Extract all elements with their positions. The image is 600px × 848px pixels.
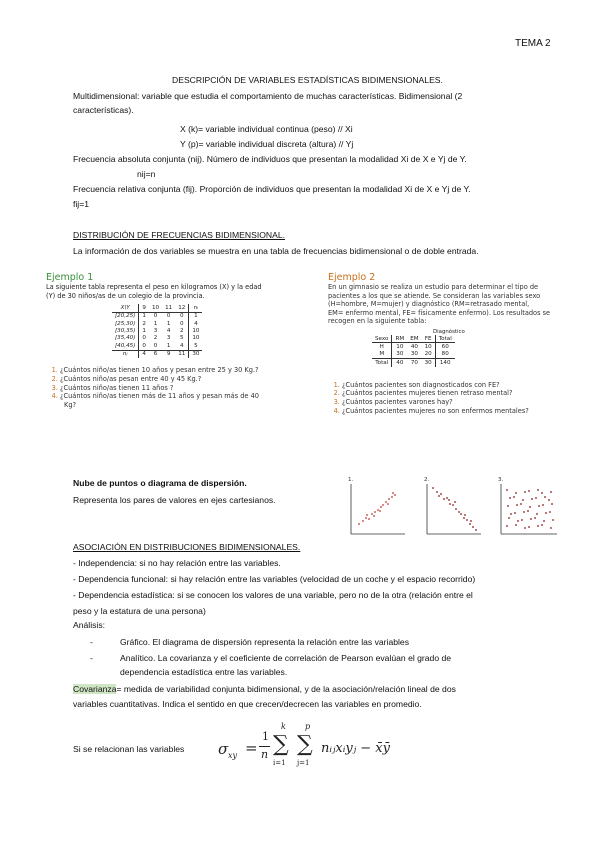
example-2-description-line: En un gimnasio se realiza un estudio para determinar el tipo de [328,283,539,291]
scatter-point [534,517,536,519]
example-2-title: Ejemplo 2 [328,272,376,283]
list-item: 2. ¿Cuántos pacientes mujeres tienen retraso mental? [342,389,590,398]
scatter-point [438,495,440,497]
scatter-point [528,490,530,492]
list-item: 4. ¿Cuántos pacientes mujeres no son enfermos mentales? [342,407,590,416]
example-1-table [112,304,202,358]
table-cell: EM [407,335,421,343]
table-cell: Total [372,359,392,367]
scatter-point [522,499,524,501]
scatter-point [530,518,532,520]
table-cell: 11 [162,304,175,312]
scatter-plot-1 [348,477,405,534]
scatter-point [508,517,510,519]
table-cell: 10 [189,335,203,342]
table-cell: 10 [149,304,162,312]
table-cell: 3 [166,335,171,342]
scatter-point [475,529,477,531]
table-cell: 0 [153,313,158,320]
scatter-point [538,505,540,507]
table-header-row [372,335,455,343]
analysis-label: Análisis: [73,620,105,630]
scatter-point [362,520,364,522]
table-cell: Total [435,335,455,343]
dash-marker: - [90,637,93,647]
table-cell: M [372,351,392,359]
scatter-point [541,492,543,494]
scatter-point [524,491,526,493]
table-cell: 30 [422,359,436,367]
table-cell: 5 [179,335,184,342]
scatter-point [454,501,456,503]
table-cell: 0 [153,342,158,349]
scatter-point [380,506,382,508]
example-1-questions [46,366,316,401]
scatter-point [537,525,539,527]
table-cell: 10 [189,327,203,334]
example-2-description-line: (H=hombre, M=mujer) y diagnóstico (RM=retrasado mental, [328,300,530,309]
table-cell: Sexo [372,335,392,343]
table-cell: 1 [166,342,171,349]
table-cell: 3 [153,328,158,335]
table-cell: 1 [153,320,158,327]
example-2-figure [328,272,590,458]
scatter-point [448,499,450,501]
covariance-definition-cont: variables cuantitativas. Indica el sentido en que crecen/decrecen las variables en promedio. [73,699,422,709]
multidimensional-line: Multidimensional: variable que estudia el comportamiento de muchas características. Bidimensional (2 [73,91,463,101]
table-cell: [30,35) [112,327,139,334]
covariance-definition-text: = medida de variabilidad conjunta bidimensional, y de la asociación/relación lineal de dos [116,684,456,694]
table-cell: H [372,343,392,351]
scatter-point [470,520,472,522]
example-2-description-line: EM= enfermo mental, FE= físicamente enfermo). Los resultados se [328,308,551,317]
example-1-description: La siguiente tabla representa el peso en kilogramos (X) y la edad [46,283,262,291]
scatter-point [535,497,537,499]
example-2-table [372,335,455,367]
summation-j: ∑ [297,732,313,757]
question-continuation: Kg? [64,401,77,410]
analysis-item-analytic-cont: dependencia estadística entre las variables. [120,667,288,677]
scatter-point [458,511,460,513]
table-cell: 1 [166,320,171,327]
section-title-association: ASOCIACIÓN EN DISTRIBUCIONES BIDIMENSIONALES. [73,542,301,552]
formula-intro: Si se relacionan las variables [73,744,185,754]
scatter-point [463,517,465,519]
scatter-point [524,527,526,529]
section-title-description: DESCRIPCIÓN DE VARIABLES ESTADÍSTICAS BIDIMENSIONALES. [172,75,443,85]
dash-marker: - [90,653,93,663]
table-cell: 1 [142,313,146,320]
scatter-point [379,510,381,512]
diagnosis-label: Diagnóstico [433,328,465,335]
list-item: 1. ¿Cuántos pacientes son diagnosticados con FE? [342,381,590,390]
sigma-subscript: xy [228,751,238,760]
absolute-frequency-sum: nij=n [137,169,156,179]
scatter-point [460,513,462,515]
table-cell: 30 [410,351,418,358]
scatter-plots-figure [345,474,560,538]
table-cell: 80 [435,351,455,359]
example-2-description-line: recogen en la siguiente tabla: [328,317,427,326]
scatter-point [542,504,544,506]
table-cell: 2 [153,335,158,342]
scatter-point [536,513,538,515]
scatter-point [385,501,387,503]
scatter-point [510,513,512,515]
table-cell: 10 [424,344,432,351]
scatter-point [449,503,451,505]
functional-dependence-bullet: - Dependencia funcional: si hay relación entre las variables (velocidad de un coche y el espacio recorrido) [73,574,476,584]
absolute-frequency-definition: Frecuencia absoluta conjunta (nij). Número de individuos que presentan la modalidad Xi de X e Yj de Y. [73,154,467,164]
scatter-point [432,487,434,489]
scatter-point [366,514,368,516]
statistical-dependence-bullet-cont: peso y la estatura de una persona) [73,606,206,616]
scatter-point [387,503,389,505]
table-cell: 0 [179,320,184,327]
analysis-item-analytic [90,652,451,664]
example-2-questions [328,381,590,416]
table-cell: 0 [166,313,171,320]
table-cell: X\Y [112,304,139,312]
scatter-point [377,509,379,511]
example-1-title: Ejemplo 1 [46,272,94,283]
scatter-point [544,496,546,498]
sum-upper-limit-k: k [281,722,286,731]
scatter-point [368,518,370,520]
table-cell: 4 [166,328,171,335]
relative-frequency-definition: Frecuencia relativa conjunta (fij). Proporción de individuos que presentan la modalidad Xi de X e Yj de Y. [73,184,471,194]
scatter-point [446,497,448,499]
statistical-dependence-bullet: - Dependencia estadística: si se conocen los valores de una variable, pero no de la otra (relación entre el [73,590,473,600]
scatter-point [358,523,360,525]
fraction-bar [259,746,270,747]
table-cell: 30 [189,350,203,358]
section-title-distribution: DISTRIBUCIÓN DE FRECUENCIAS BIDIMENSIONAL. [73,230,286,240]
scatter-point [391,496,393,498]
scatter-point [509,497,511,499]
scatter-point [521,519,523,521]
scatter-point [440,493,442,495]
scatter-description: Representa los pares de valores en ejes cartesianos. [73,495,276,505]
table-cell: 9 [139,304,149,312]
summation-i: ∑ [273,732,289,757]
table-cell: 0 [142,335,146,342]
table-cell: 1 [189,312,203,320]
plot-label: 2. [424,477,430,483]
scatter-point [551,503,553,505]
table-cell: 20 [424,351,432,358]
plot-label: 1. [348,477,354,483]
table-cell: 11 [175,350,189,358]
table-cell: 12 [175,304,189,312]
example-1-description-cont: (Y) de 30 niños/as de un colegio de la provincia. [46,291,205,300]
scatter-point [517,520,519,522]
table-cell: nⱼ [112,350,139,358]
table-cell: 60 [435,343,455,351]
scatter-point [528,526,530,528]
table-row [372,343,455,351]
scatter-point [452,504,454,506]
scatter-title: Nube de puntos o diagrama de dispersión. [73,478,247,488]
equals-sign: = [245,739,258,757]
analysis-item-graphic [90,636,409,648]
sigma-symbol: σ [218,740,229,758]
table-cell: 1 [142,328,146,335]
scatter-point [513,496,515,498]
covariance-definition [73,683,456,695]
table-cell: 5 [189,342,203,350]
table-footer-row [372,359,455,367]
scatter-point [537,489,539,491]
scatter-point [365,517,367,519]
scatter-point [469,523,471,525]
table-cell: 6 [149,350,162,358]
table-cell: 40 [410,344,418,351]
scatter-point [464,514,466,516]
scatter-point [394,494,396,496]
scatter-point [529,506,531,508]
list-item: 4. ¿Cuántos niño/as tienen más de 11 años y pesan más de 40 [60,392,316,401]
scatter-point [531,498,533,500]
example-1-figure [46,272,316,458]
table-footer-row [112,350,202,358]
page-number-label: TEMA 2 [515,38,551,49]
table-cell: 9 [162,350,175,358]
plot-label: 3. [498,477,504,483]
table-header-row [112,304,202,312]
table-row [372,351,455,359]
table-cell: 0 [179,313,184,320]
analysis-item-text: Gráfico. El diagrama de dispersión representa la relación entre las variables [120,637,409,647]
scatter-point [436,491,438,493]
scatter-point [382,504,384,506]
scatter-point [543,520,545,522]
list-item: 3. ¿Cuántos pacientes varones hay? [342,398,590,407]
fraction-numerator: 1 [262,730,269,743]
table-row [112,327,202,334]
table-cell: 2 [179,328,184,335]
scatter-point [515,524,517,526]
scatter-point [541,524,543,526]
table-row [112,342,202,350]
table-cell: 30 [396,351,404,358]
list-item: 3. ¿Cuántos niño/as tienen 11 años ? [60,384,316,393]
example-2-description-line: pacientes a los que se atiende. Se consideran las variables sexo [328,291,541,300]
scatter-point [548,499,550,501]
scatter-point [545,512,547,514]
table-cell: 4 [139,350,149,358]
independence-bullet: - Independencia: si no hay relación entre las variables. [73,558,281,568]
scatter-point [507,505,509,507]
table-cell: [40,45) [112,342,139,350]
table-cell: 40 [392,359,407,367]
sum-lower-limit-i: i=1 [273,759,286,767]
formula-body: nᵢⱼxᵢyⱼ − x̄ȳ [321,741,390,756]
table-cell: [35,40) [112,335,139,342]
fraction-denominator: n [261,748,269,761]
scatter-point [374,511,376,513]
scatter-point [516,504,518,506]
table-cell: [25,30) [112,320,139,327]
table-row [112,335,202,342]
scatter-point [515,492,517,494]
table-cell: RM [392,335,407,343]
relative-frequency-sum: fij=1 [73,199,90,209]
scatter-point [514,512,516,514]
scatter-point [371,513,373,515]
table-cell: 2 [142,320,146,327]
sum-upper-limit-p: p [305,722,311,731]
scatter-plot-3 [498,477,557,534]
scatter-point [523,511,525,513]
list-item: 1. ¿Cuántos niño/as tienen 10 años y pesan entre 25 y 30 Kg.? [60,366,316,375]
table-cell: 10 [396,344,404,351]
scatter-point [527,510,529,512]
scatter-point [549,511,551,513]
y-variable-definition: Y (p)= variable individual discreta (altura) // Yj [180,139,354,149]
table-cell: nᵢ [189,304,203,312]
scatter-point [552,519,554,521]
table-cell: 70 [407,359,421,367]
scatter-point [466,519,468,521]
table-row [112,312,202,320]
scatter-point [443,498,445,500]
table-row [112,320,202,327]
scatter-point [472,526,474,528]
scatter-plot-2 [424,477,481,534]
list-item: 2. ¿Cuántos niño/as pesan entre 40 y 45 Kg.? [60,375,316,384]
table-cell: 4 [189,320,203,327]
scatter-point [520,503,522,505]
scatter-point [392,492,394,494]
table-cell: 4 [179,342,184,349]
scatter-point [373,515,375,517]
multidimensional-line-cont: características). [73,105,134,115]
distribution-description: La información de dos variables se muestra en una tabla de frecuencias bidimensional o de doble entrada. [73,246,479,256]
covariance-term: Covarianza [73,684,117,694]
table-cell: 140 [435,359,455,367]
covariance-formula [218,722,398,774]
x-variable-definition: X (k)= variable individual continua (peso) // Xi [180,124,353,134]
analysis-item-text: Analítico. La covarianza y el coeficiente de correlación de Pearson evalúan el grado de [120,653,452,663]
table-cell: 0 [142,342,146,349]
scatter-point [506,489,508,491]
sum-lower-limit-j: j=1 [297,759,310,767]
scatter-point [506,525,508,527]
table-cell: FE [422,335,436,343]
scatter-point [455,508,457,510]
scatter-point [550,491,552,493]
table-cell: [20,25) [112,312,139,320]
scatter-point [388,498,390,500]
scatter-point [550,527,552,529]
